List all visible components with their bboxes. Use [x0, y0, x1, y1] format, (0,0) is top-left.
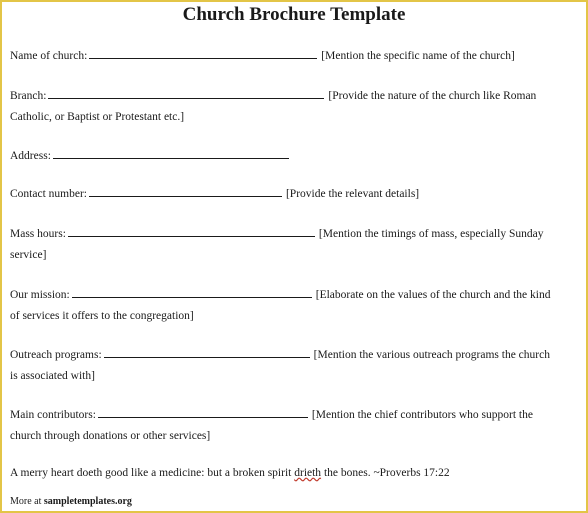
quote-text: A merry heart doeth good like a medicine: but a broken spirit	[10, 467, 295, 479]
blank-line	[98, 405, 308, 418]
blank-line	[89, 46, 317, 59]
field-hint: [Mention the chief contributors who support the	[311, 409, 533, 421]
quote-text-end: the bones. ~Proverbs 17:22	[321, 467, 450, 479]
field-label: Branch:	[10, 90, 47, 102]
field-hint: [Mention the various outreach programs the church	[313, 349, 550, 361]
field-our-mission	[10, 285, 550, 327]
footer-site-link[interactable]: sampletemplates.org	[43, 496, 132, 507]
field-label: Name of church:	[10, 50, 88, 62]
field-hint-continued: church through donations or other services]	[10, 430, 211, 442]
field-hint: [Mention the specific name of the church]	[321, 50, 515, 62]
field-hint-continued: is associated with]	[10, 370, 95, 382]
blank-line	[104, 345, 310, 358]
field-label: Outreach programs:	[10, 349, 102, 361]
field-hint: [Provide the relevant details]	[285, 188, 420, 200]
footer-credit	[10, 496, 132, 507]
field-hint: [Elaborate on the values of the church and the kind	[315, 289, 551, 301]
blank-line	[53, 146, 289, 159]
field-label: Contact number:	[10, 188, 87, 200]
field-label: Address:	[10, 150, 51, 162]
bible-quote	[10, 467, 450, 479]
blank-line	[68, 224, 315, 237]
field-hint-continued: Catholic, or Baptist or Protestant etc.]	[10, 111, 185, 123]
field-main-contributors	[10, 405, 533, 447]
field-label: Mass hours:	[10, 228, 66, 240]
blank-line	[89, 184, 282, 197]
document-title: Church Brochure Template	[182, 4, 406, 25]
field-label: Our mission:	[10, 289, 70, 301]
field-hint: [Mention the timings of mass, especially Sunday	[318, 228, 544, 240]
field-contact-number	[10, 184, 419, 205]
field-hint-continued: service]	[10, 249, 47, 261]
blank-line	[48, 86, 324, 99]
field-mass-hours	[10, 224, 543, 266]
field-hint-continued: of services it offers to the congregation]	[10, 310, 194, 322]
quote-spellcheck-word: drieth	[294, 467, 322, 479]
field-label: Main contributors:	[10, 409, 96, 421]
field-address	[10, 146, 293, 167]
blank-line	[72, 285, 312, 298]
field-branch	[10, 86, 536, 128]
field-outreach-programs	[10, 345, 550, 387]
field-name-of-church	[10, 46, 515, 67]
field-hint: [Provide the nature of the church like Roman	[328, 90, 537, 102]
footer-prefix: More at	[10, 496, 44, 507]
